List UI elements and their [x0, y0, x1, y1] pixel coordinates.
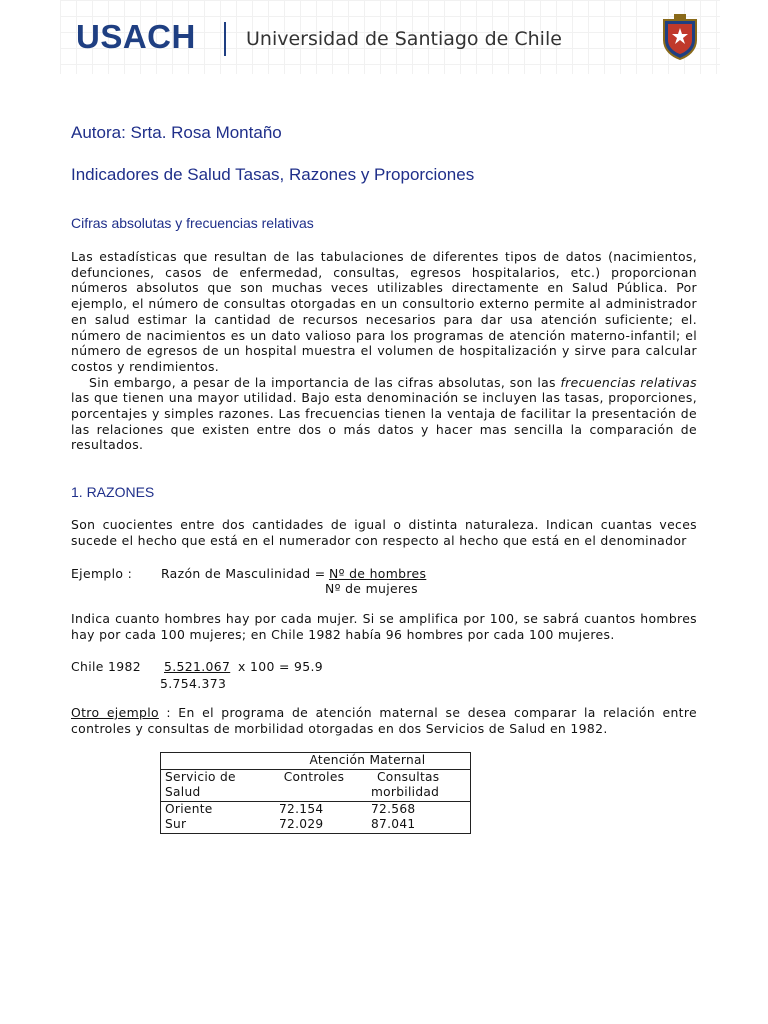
cell-controles: 72.029 [279, 817, 324, 831]
usach-logo-text: USACH [76, 18, 196, 55]
header-servicio [161, 769, 266, 801]
section-heading: Cifras absolutas y frecuencias relativas [71, 215, 314, 231]
intro-text: Las estadísticas que resultan de las tabulaciones de diferentes tipos de datos (nacimientos, defunciones, casos de enfermedad, consultas, egresos hospitalarios, etc.) proporcionan números absolutos que son muchas veces utilizables directamente en Salud Pública. Por ejemplo, el número de consultas otorgadas en un consultorio externo permite al administrador en salud estimar la cantidad de recursos necesarios para dar usa atención suficiente; el. número de nacimientos es un dato valioso para los programas de atención materno-infantil; el número de egresos de un hospital muestra el volumen de hospitalización y sirve para calcular costos y rendimientos. [71, 249, 697, 374]
otro-ejemplo-label: Otro ejemplo [71, 705, 159, 720]
interpretation-paragraph: Indica cuanto hombres hay por cada mujer. Si se amplifica por 100, se sabrá cuantos hombres hay por cada 100 mujeres; en Chile 1982 había 96 hombres por cada 100 mujeres. [71, 611, 697, 642]
table-header-row [161, 769, 471, 801]
header-divider [224, 22, 226, 56]
example-numerator: Nº de hombres [329, 566, 427, 581]
calc-denominator: 5.754.373 [160, 676, 227, 691]
calc-result: x 100 = 95.9 [238, 659, 323, 674]
cell-servicio: Oriente [161, 801, 266, 817]
document-title: Indicadores de Salud Tasas, Razones y Proporciones [71, 165, 475, 184]
intro-text-b-after: las que tienen una mayor utilidad. Bajo esta denominación se incluyen las tasas, proporciones, porcentajes y simples razones. Las frecuencias tienen la ventaja de facilitar la presentación de las relaciones que existen entre dos o más datos y hacer mas sencilla la comparación de resultados. [71, 390, 697, 453]
razones-paragraph: Son cuocientes entre dos cantidades de igual o distinta naturaleza. Indican cuantas veces sucede el hecho que está en el numerador con respecto al hecho que está en el denominador [71, 517, 697, 548]
razones-heading: 1. RAZONES [71, 484, 155, 500]
header-consultas-line1: Consultas [377, 769, 440, 784]
intro-text-b-before: Sin embargo, a pesar de la importancia de las cifras absolutas, son las [89, 374, 556, 390]
intro-paragraph [71, 249, 697, 453]
author-line: Autora: Srta. Rosa Montaño [71, 123, 282, 142]
table-row [161, 817, 471, 833]
calc-label: Chile 1982 [71, 659, 141, 674]
calc-numerator: 5.521.067 [164, 659, 231, 674]
header-servicio-line2: Salud [165, 785, 201, 799]
university-crest-icon [660, 14, 700, 60]
header-consultas [363, 769, 471, 801]
cell-controles: 72.154 [265, 801, 363, 817]
table-row [161, 801, 471, 817]
otro-ejemplo-paragraph [71, 705, 697, 736]
example-denominator: Nº de mujeres [325, 581, 418, 596]
university-name: Universidad de Santiago de Chile [246, 28, 562, 50]
cell-consultas: 87.041 [371, 817, 416, 831]
cell-servicio: Sur [165, 817, 187, 831]
example-ratio-name: Razón de Masculinidad = [161, 566, 326, 581]
header-consultas-line2: morbilidad [371, 785, 440, 799]
maternal-care-table [160, 752, 471, 834]
page-header [0, 0, 768, 78]
example-label: Ejemplo : [71, 566, 133, 581]
group-header-cell: Atención Maternal [309, 753, 426, 767]
header-servicio-line1: Servicio de [165, 769, 236, 784]
table-group-header-row [161, 753, 471, 770]
header-controles: Controles [265, 769, 363, 801]
frecuencias-relativas-emphasis: frecuencias relativas [560, 374, 697, 390]
otro-ejemplo-text: : En el programa de atención maternal se desea comparar la relación entre controles y consultas de morbilidad otorgadas en dos Servicios de Salud en 1982. [71, 705, 698, 736]
cell-consultas: 72.568 [363, 801, 471, 817]
